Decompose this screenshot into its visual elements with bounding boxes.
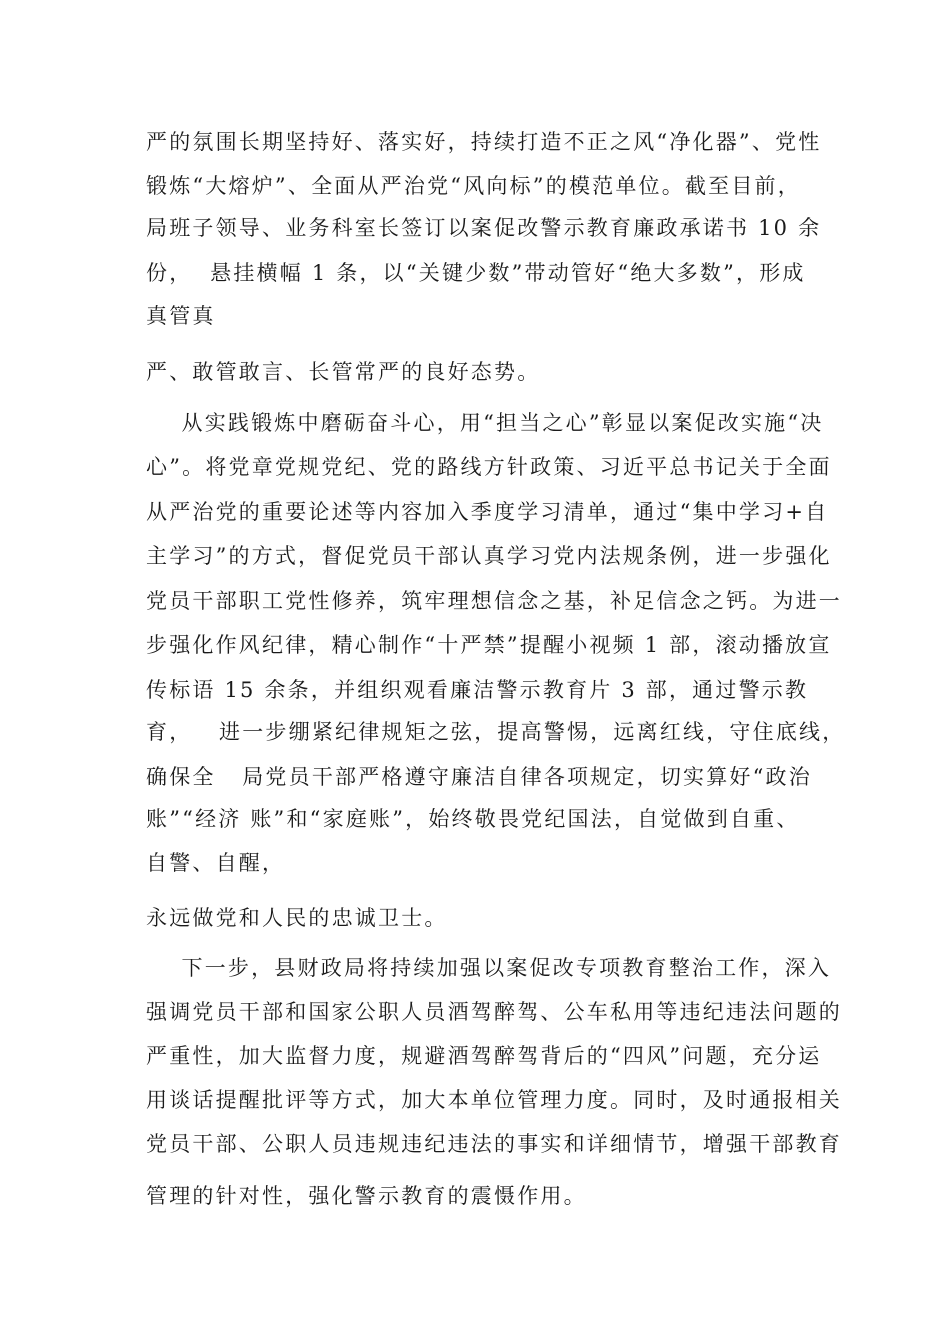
text-line: 确保全 局党员干部严格遵守廉洁自律各项规定，切实算好“政治 bbox=[146, 765, 812, 789]
text-line: 锻炼“大熔炉”、全面从严治党“风向标”的模范单位。截至目前， bbox=[146, 174, 801, 198]
paragraph-start: 下一步，县财政局将持续加强以案促改专项教育整治工作，深入 bbox=[146, 956, 832, 980]
text-line: 党员干部、公职人员违规违纪违法的事实和详细情节，增强干部教育 bbox=[146, 1132, 842, 1156]
text-line: 管理的针对性，强化警示教育的震慑作用。 bbox=[146, 1184, 587, 1208]
text-line: 永远做党和人民的忠诚卫士。 bbox=[146, 906, 448, 930]
text-line: 份， 悬挂横幅 1 条，以“关键少数”带动管好“绝大多数”，形成 bbox=[146, 261, 806, 285]
text-line: 自警、自醒， bbox=[146, 851, 286, 875]
text-line: 主学习”的方式，督促党员干部认真学习党内法规条例，进一步强化 bbox=[146, 544, 832, 568]
text-line: 严、敢管敢言、长管常严的良好态势。 bbox=[146, 360, 541, 384]
text-line: 严重性，加大监督力度，规避酒驾醉驾背后的“四风”问题，充分运 bbox=[146, 1044, 822, 1068]
text-line: 育， 进一步绷紧纪律规矩之弦，提高警惕，远离红线，守住底线， bbox=[146, 720, 846, 744]
text-line: 强调党员干部和国家公职人员酒驾醉驾、公车私用等违纪违法问题的 bbox=[146, 1000, 842, 1024]
text-line: 步强化作风纪律，精心制作“十严禁”提醒小视频 1 部，滚动播放宣 bbox=[146, 633, 832, 657]
text-line: 传标语 15 余条，并组织观看廉洁警示教育片 3 部，通过警示教 bbox=[146, 678, 809, 702]
text-line: 心”。将党章党规党纪、党的路线方针政策、习近平总书记关于全面 bbox=[146, 455, 832, 479]
text-line: 党员干部职工党性修养，筑牢理想信念之基，补足信念之钙。为进一 bbox=[146, 589, 842, 613]
paragraph-start: 从实践锻炼中磨砺奋斗心，用“担当之心”彰显以案促改实施“决 bbox=[146, 411, 824, 435]
text-line: 严的氛围长期坚持好、落实好，持续打造不正之风“净化器”、党性 bbox=[146, 130, 822, 154]
text-line: 真管真 bbox=[146, 304, 216, 328]
text-line: 账”“经济 账”和“家庭账”，始终敬畏党纪国法，自觉做到自重、 bbox=[146, 807, 800, 831]
text-line: 局班子领导、业务科室长签订以案促改警示教育廉政承诺书 10 余 bbox=[146, 216, 822, 240]
text-line: 从严治党的重要论述等内容加入季度学习清单，通过“集中学习+自 bbox=[146, 500, 829, 524]
text-line: 用谈话提醒批评等方式，加大本单位管理力度。同时，及时通报相关 bbox=[146, 1088, 842, 1112]
